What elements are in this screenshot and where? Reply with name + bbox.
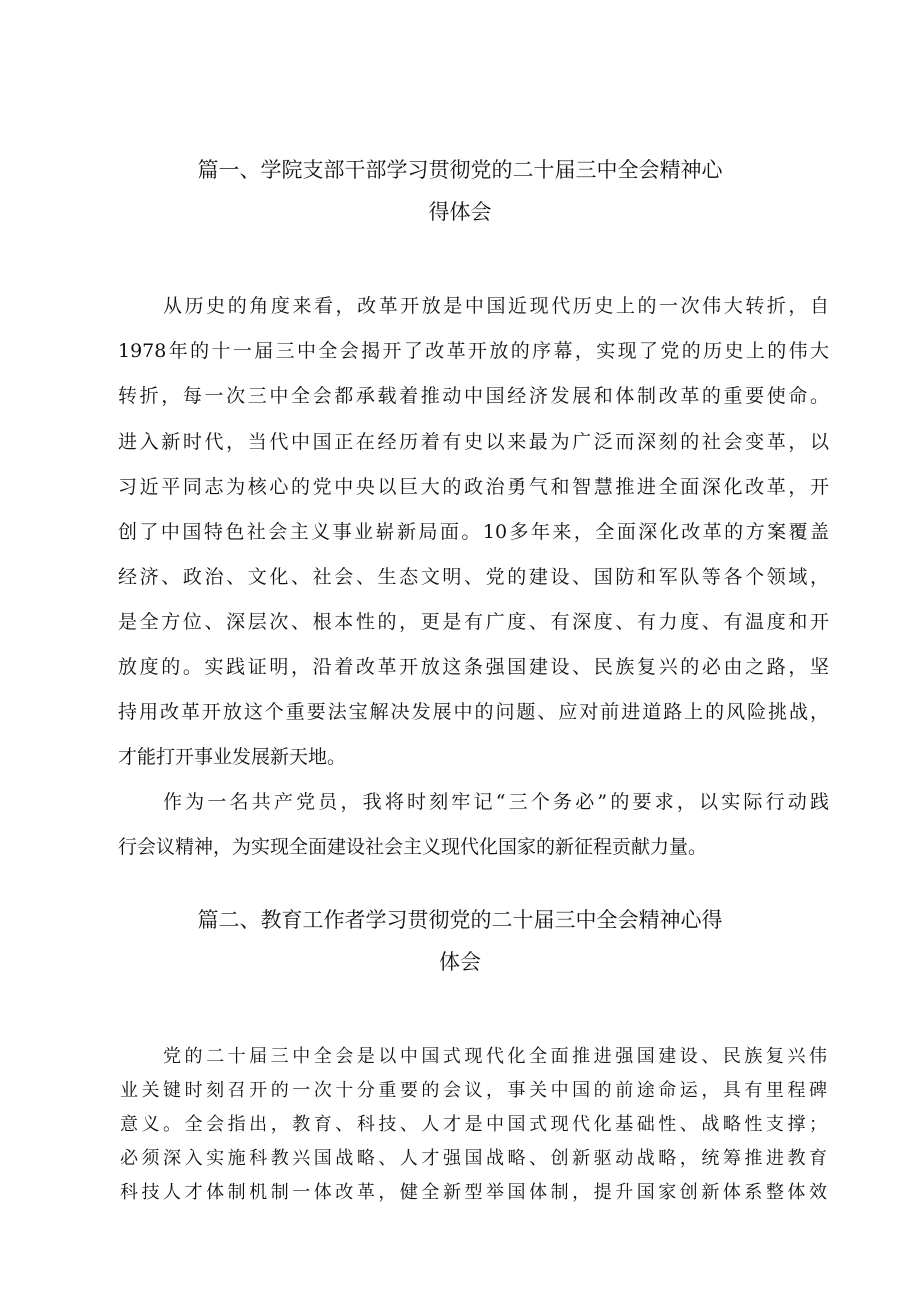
paragraph-line: 创了中国特色社会主义事业崭新局面。10多年来，全面深化改革的方案覆盖	[118, 521, 829, 543]
paragraph-line: 作为一名共产党员，我将时刻牢记“三个务必”的要求，以实际行动践	[163, 791, 829, 813]
paragraph-line: 持用改革开放这个重要法宝解决发展中的问题、应对前进道路上的风险挑战，	[118, 701, 829, 723]
paragraph-line: 必须深入实施科教兴国战略、人才强国战略、创新驱动战略，统筹推进教育	[120, 1148, 827, 1169]
paragraph-line: 行会议精神，为实现全面建设社会主义现代化国家的新征程贡献力量。	[118, 836, 708, 858]
paragraph-line: 经济、政治、文化、社会、生态文明、党的建设、国防和军队等各个领域，	[118, 566, 829, 588]
paragraph-line: 放度的。实践证明，沿着改革开放这条强国建设、民族复兴的必由之路，坚	[118, 656, 829, 678]
section1-title	[140, 149, 780, 233]
section2-title	[140, 899, 780, 983]
section1-title-line: 得体会	[428, 200, 492, 224]
paragraph-line: 进入新时代，当代中国正在经历着有史以来最为广泛而深刻的社会变革，以	[118, 431, 829, 453]
paragraph-line: 党的二十届三中全会是以中国式现代化全面推进强国建设、民族复兴伟	[163, 1046, 827, 1067]
paragraph-line: 科技人才体制机制一体改革，健全新型举国体制，提升国家创新体系整体效	[120, 1182, 827, 1203]
section2-title-line: 体会	[439, 950, 481, 974]
paragraph-line: 业关键时刻召开的一次十分重要的会议，事关中国的前途命运，具有里程碑	[120, 1080, 827, 1101]
section1-title-line: 篇一、学院支部干部学习贯彻党的二十届三中全会精神心	[197, 158, 723, 182]
paragraph-line: 才能打开事业发展新天地。	[118, 746, 347, 768]
paragraph-line: 意义。全会指出，教育、科技、人才是中国式现代化基础性、战略性支撑；	[120, 1114, 827, 1135]
paragraph-line: 从历史的角度来看，改革开放是中国近现代历史上的一次伟大转折，自	[163, 295, 829, 317]
paragraph-line: 转折，每一次三中全会都承载着推动中国经济发展和体制改革的重要使命。	[118, 385, 829, 407]
paragraph-line: 是全方位、深层次、根本性的，更是有广度、有深度、有力度、有温度和开	[118, 611, 829, 633]
section2-title-line: 篇二、教育工作者学习贯彻党的二十届三中全会精神心得	[197, 908, 723, 932]
paragraph-line: 习近平同志为核心的党中央以巨大的政治勇气和智慧推进全面深化改革，开	[118, 476, 829, 498]
paragraph-line: 1978年的十一届三中全会揭开了改革开放的序幕，实现了党的历史上的伟大	[118, 340, 829, 362]
